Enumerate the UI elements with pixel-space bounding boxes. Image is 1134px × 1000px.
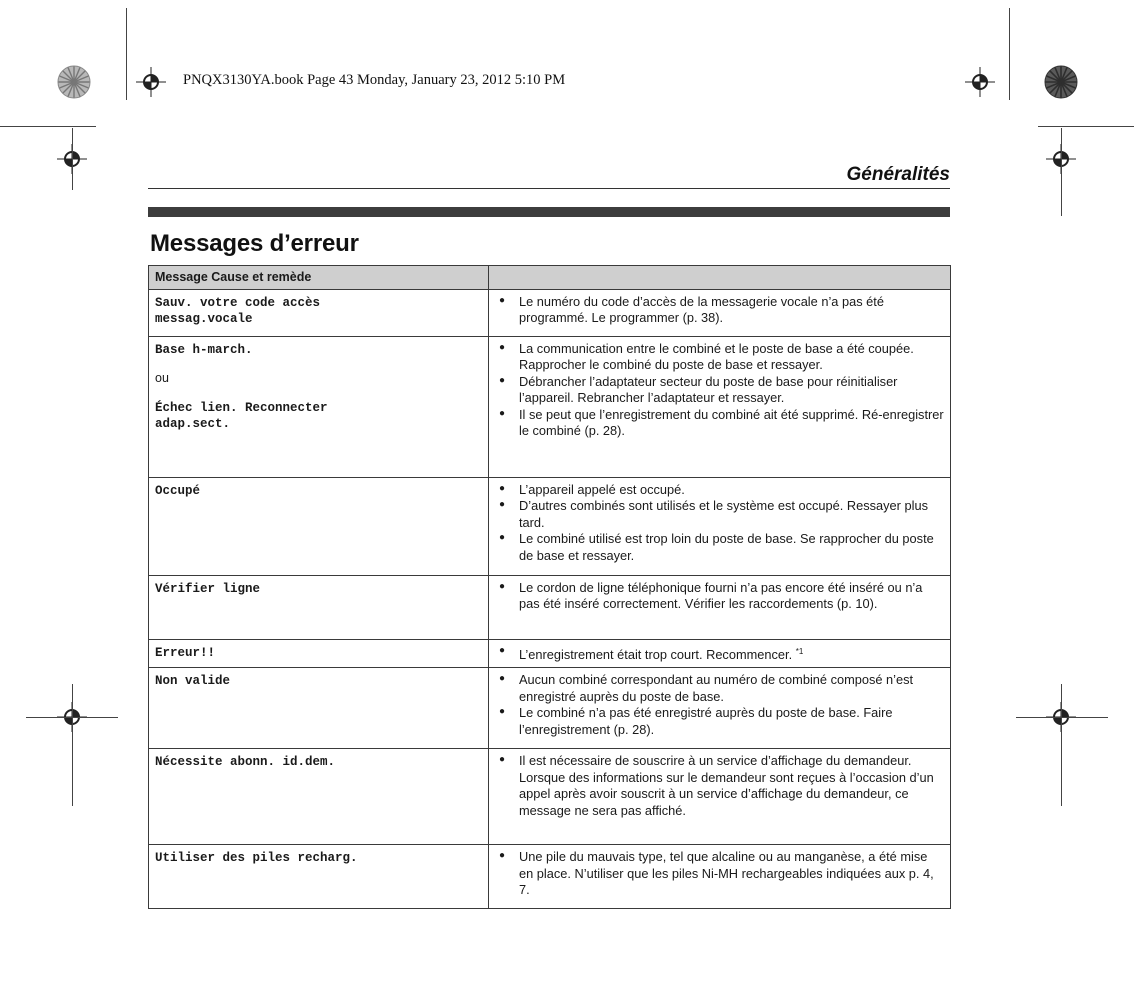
remedy-item: ● Le combiné utilisé est trop loin du poste de base. Se rapprocher du poste de base et ressayer.	[497, 531, 944, 564]
remedy-item: ● Aucun combiné correspondant au numéro de combiné composé n’est enregistré auprès du poste de base.	[497, 672, 944, 705]
table-header-row	[149, 266, 951, 290]
crop-mark	[72, 128, 73, 190]
message-line: messag.vocale	[155, 312, 253, 326]
table-row	[149, 290, 951, 337]
error-messages-table	[148, 265, 951, 909]
message-separator: ou	[155, 371, 169, 385]
remedy-cell	[489, 576, 951, 640]
message-line: Sauv. votre code accès	[155, 296, 321, 310]
crop-mark	[1061, 128, 1062, 216]
table-row	[149, 845, 951, 909]
color-wheel-icon	[1044, 65, 1078, 99]
message-line: Non valide	[155, 674, 231, 689]
crop-mark	[1038, 126, 1134, 127]
message-line: Utiliser des piles recharg.	[155, 851, 358, 866]
message-cell	[149, 749, 489, 845]
message-cell	[149, 290, 489, 337]
message-line: Échec lien. Reconnecter	[155, 401, 328, 415]
remedy-item: ● Le cordon de ligne téléphonique fourni n’a pas encore été inséré ou n’a pas été inséré correctement. Vérifier les raccordements (p. 10).	[497, 580, 944, 613]
message-cell	[149, 337, 489, 478]
section-title: Généralités	[846, 164, 950, 185]
remedy-cell	[489, 290, 951, 337]
table-header-cell: Message Cause et remède	[149, 266, 489, 290]
remedy-item: ● Le combiné n’a pas été enregistré auprès du poste de base. Faire l’enregistrement (p. 28).	[497, 705, 944, 738]
page-heading: Messages d’erreur	[150, 230, 359, 257]
section-bar	[148, 207, 950, 217]
remedy-item: ● L’appareil appelé est occupé.	[497, 482, 944, 498]
remedy-cell	[489, 749, 951, 845]
crop-mark	[72, 684, 73, 806]
crop-mark	[1016, 717, 1108, 718]
remedy-cell	[489, 640, 951, 668]
remedy-item: ● La communication entre le combiné et le poste de base a été coupée. Rapprocher le combiné du poste de base et ressayer.	[497, 341, 944, 374]
remedy-cell	[489, 478, 951, 576]
remedy-item: ● Le numéro du code d’accès de la messagerie vocale n’a pas été programmé. Le programmer (p. 38).	[497, 294, 944, 327]
table-row	[149, 749, 951, 845]
remedy-item: ● Il est nécessaire de souscrire à un service d’affichage du demandeur. Lorsque des informations sur le demandeur sont reçues à l’occasion d’un appel après avoir souscrit à un service d’affichage du demandeur, ce message ne sera pas affiché.	[497, 753, 944, 819]
remedy-cell	[489, 337, 951, 478]
message-cell	[149, 640, 489, 668]
remedy-cell	[489, 668, 951, 749]
header-rule	[148, 188, 950, 189]
message-line: Vérifier ligne	[155, 582, 261, 596]
crop-mark	[26, 717, 118, 718]
remedy-item: ● Une pile du mauvais type, tel que alcaline ou au manganèse, a été mise en place. N’utiliser que les piles Ni-MH rechargeables indiquées aux p. 4, 7.	[497, 849, 944, 898]
gray-wheel-icon	[57, 65, 91, 99]
remedy-item: ● Débrancher l’adaptateur secteur du poste de base pour réinitialiser l’appareil. Rebrancher l’adaptateur et ressayer.	[497, 374, 944, 407]
remedy-item: ● Il se peut que l’enregistrement du combiné ait été supprimé. Ré-enregistrer le combiné (p. 28).	[497, 407, 944, 440]
remedy-item	[497, 644, 944, 663]
remedy-text: L’enregistrement était trop court. Recommencer.	[519, 647, 793, 662]
message-cell	[149, 478, 489, 576]
registration-mark-icon	[965, 67, 995, 97]
message-line: Nécessite abonn. id.dem.	[155, 755, 336, 770]
footnote-marker: *1	[795, 647, 804, 656]
crop-mark	[0, 126, 96, 127]
message-cell	[149, 668, 489, 749]
message-line: adap.sect.	[155, 417, 231, 431]
message-cell	[149, 576, 489, 640]
table-header-cell	[489, 266, 951, 290]
crop-mark	[1009, 8, 1010, 100]
crop-mark	[1061, 684, 1062, 806]
table-row	[149, 640, 951, 668]
message-line: Occupé	[155, 484, 201, 498]
message-line: Erreur!!	[155, 646, 216, 660]
table-row	[149, 337, 951, 478]
remedy-item: ● D’autres combinés sont utilisés et le système est occupé. Ressayer plus tard.	[497, 498, 944, 531]
crop-mark	[126, 8, 127, 100]
table-row	[149, 576, 951, 640]
registration-mark-icon	[136, 67, 166, 97]
message-cell	[149, 845, 489, 909]
table-row	[149, 668, 951, 749]
table-row	[149, 478, 951, 576]
message-line: Base h-march.	[155, 343, 253, 357]
running-head: PNQX3130YA.book Page 43 Monday, January 23, 2012 5:10 PM	[183, 72, 566, 88]
remedy-cell	[489, 845, 951, 909]
